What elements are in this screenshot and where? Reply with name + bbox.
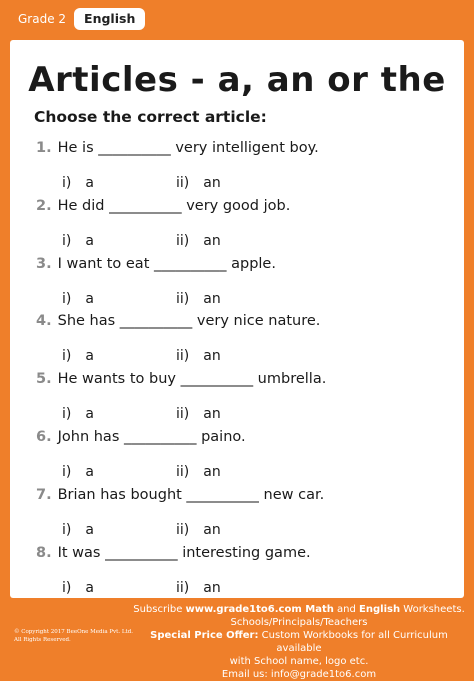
page-title: Articles - a, an or the — [28, 60, 446, 100]
option-value: a — [85, 232, 94, 249]
question-text: He did __________ very good job. — [57, 197, 291, 214]
option-b[interactable] — [176, 580, 221, 596]
option-value: a — [85, 175, 94, 191]
option-value: a — [85, 579, 94, 596]
option-value: an — [203, 348, 221, 365]
option-label: i) — [62, 406, 72, 423]
question-item — [36, 313, 320, 329]
footer — [0, 600, 474, 680]
copyright-line: © Copyright 2017 BeeOne Media Pvt. Ltd. — [14, 629, 133, 635]
option-value: a — [85, 348, 94, 365]
question-number: 4. — [36, 313, 52, 330]
question-text: I want to eat __________ apple. — [57, 255, 276, 272]
rights-line: All Rights Reserved. — [14, 637, 71, 643]
question-text: Brian has bought __________ new car. — [57, 486, 325, 503]
option-value: an — [203, 579, 221, 596]
option-b[interactable] — [176, 233, 221, 249]
question-number: 7. — [36, 486, 52, 503]
question-item — [36, 487, 324, 503]
offer-detail: with School name, logo etc. — [229, 656, 369, 667]
option-a[interactable] — [62, 348, 94, 364]
option-value: an — [203, 175, 221, 191]
option-a[interactable] — [62, 291, 94, 307]
option-label: i) — [62, 348, 72, 365]
option-label: ii) — [176, 464, 190, 480]
email-contact[interactable]: Email us: info@grade1to6.com — [221, 669, 377, 680]
option-b[interactable] — [176, 348, 221, 364]
option-value: an — [203, 232, 221, 249]
option-label: ii) — [176, 290, 190, 307]
and-text: and — [333, 604, 360, 615]
offer-label: Special Price Offer: — [150, 630, 259, 641]
question-item — [36, 371, 326, 387]
option-label: ii) — [176, 175, 190, 191]
subscribe-prefix: Subscribe — [133, 604, 186, 615]
option-value: an — [203, 406, 221, 423]
option-b[interactable] — [176, 522, 221, 538]
option-a[interactable] — [62, 580, 94, 596]
option-a[interactable] — [62, 464, 94, 480]
option-label: i) — [62, 175, 72, 191]
option-a[interactable] — [62, 522, 94, 538]
option-label: ii) — [176, 232, 190, 249]
math-label: Math — [301, 604, 334, 615]
question-item — [36, 140, 319, 156]
option-b[interactable] — [176, 406, 221, 422]
option-label: ii) — [176, 348, 190, 365]
option-value: a — [85, 464, 94, 480]
footer-promo — [130, 603, 468, 681]
question-number: 3. — [36, 255, 52, 272]
option-label: ii) — [176, 579, 190, 596]
question-text: John has __________ paino. — [57, 429, 246, 445]
option-b[interactable] — [176, 175, 221, 191]
option-value: a — [85, 521, 94, 538]
audience-line: Schools/Principals/Teachers — [230, 617, 368, 628]
option-value: a — [85, 290, 94, 307]
question-text: She has __________ very nice nature. — [57, 313, 321, 330]
option-a[interactable] — [62, 406, 94, 422]
option-label: i) — [62, 521, 72, 538]
option-label: i) — [62, 290, 72, 307]
question-number: 1. — [36, 140, 52, 156]
option-label: ii) — [176, 406, 190, 423]
option-label: i) — [62, 464, 72, 480]
question-item — [36, 429, 246, 445]
english-label: English — [359, 604, 401, 615]
question-item — [36, 545, 311, 561]
question-number: 2. — [36, 197, 52, 214]
option-b[interactable] — [176, 291, 221, 307]
option-value: an — [203, 521, 221, 538]
option-a[interactable] — [62, 175, 94, 191]
question-text: He is __________ very intelligent boy. — [57, 140, 319, 156]
copyright-notice — [14, 628, 133, 644]
option-label: i) — [62, 232, 72, 249]
question-text: It was __________ interesting game. — [57, 544, 311, 561]
site-link[interactable]: www.grade1to6.com — [185, 604, 302, 615]
grade-label: Grade 2 — [18, 12, 67, 26]
option-b[interactable] — [176, 464, 221, 480]
instruction-text: Choose the correct article: — [34, 108, 267, 126]
option-label: ii) — [176, 521, 190, 538]
option-value: an — [203, 290, 221, 307]
question-item — [36, 256, 276, 272]
worksheets-text: Worksheets. — [400, 604, 465, 615]
subject-label: English — [74, 8, 145, 30]
option-label: i) — [62, 579, 72, 596]
question-item — [36, 198, 290, 214]
question-number: 8. — [36, 544, 52, 561]
option-a[interactable] — [62, 233, 94, 249]
question-text: He wants to buy __________ umbrella. — [57, 371, 327, 388]
option-value: a — [85, 406, 94, 423]
option-value: an — [203, 464, 221, 480]
question-number: 5. — [36, 371, 52, 388]
question-number: 6. — [36, 429, 52, 445]
offer-text: Custom Workbooks for all Curriculum available — [258, 630, 448, 654]
grade-subject-tag — [12, 6, 145, 32]
